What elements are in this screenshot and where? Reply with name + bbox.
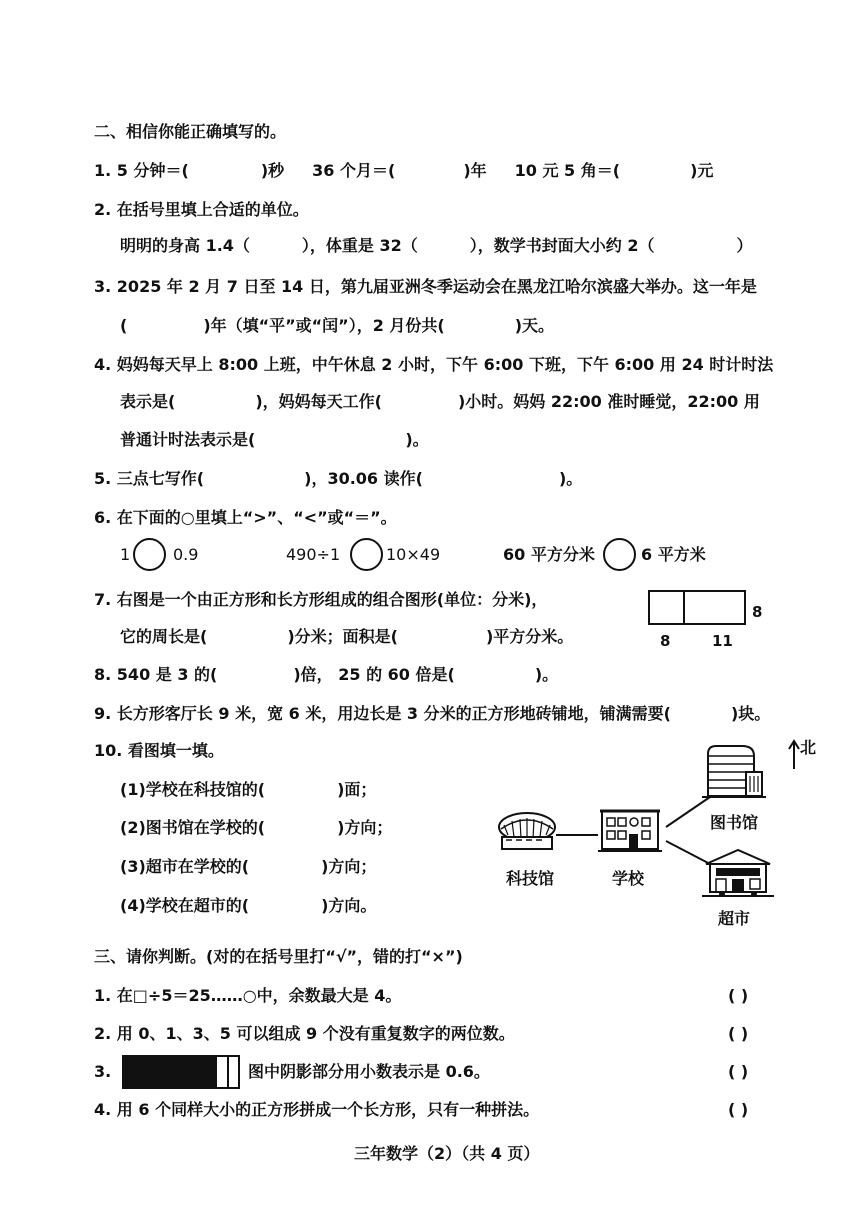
library-label: 图书馆 — [710, 813, 759, 832]
question-8 — [94, 665, 558, 685]
q6-compare-2-left: 490÷1 — [286, 545, 341, 564]
q3-number: 3. — [94, 277, 112, 296]
question-6 — [94, 508, 397, 528]
school-icon — [598, 807, 662, 855]
q4-work: )，妈妈每天工作( — [255, 392, 382, 411]
section-2-title: 二、相信你能正确填写的。 — [94, 122, 287, 141]
q9-number: 9. — [94, 704, 112, 723]
q3-year-type: )年（填“平”或“闰”），2 月份共( — [203, 316, 445, 335]
q1-part-a: 5 分钟＝( — [116, 161, 189, 180]
q6-compare-3-right: 6 平方米 — [641, 545, 706, 564]
q10-item-1-a: (1)学校在科技馆的( — [120, 780, 266, 799]
question-5 — [94, 469, 582, 489]
question-2-line-2 — [120, 236, 753, 256]
q7-area-unit: )平方分米。 — [485, 627, 574, 646]
judge-item-3-answer[interactable]: ( ) — [728, 1062, 749, 1081]
q10-number: 10. — [94, 741, 123, 760]
q4-sleep: )小时。妈妈 22:00 准时睡觉，22:00 用 — [457, 392, 760, 411]
figure-height-label: 8 — [752, 603, 763, 621]
q1-part-f: )元 — [690, 161, 714, 180]
q8-number: 8. — [94, 665, 112, 684]
q2-text: 在括号里填上合适的单位。 — [116, 200, 309, 219]
question-2 — [94, 200, 309, 220]
composite-figure — [648, 590, 748, 626]
q6-text: 在下面的○里填上“>”、“<”或“＝”。 — [116, 508, 397, 527]
judge-item-2-number: 2. — [94, 1024, 112, 1043]
q10-item-1 — [120, 780, 376, 800]
q2-cover: ），数学书封面大小约 2（ — [469, 236, 655, 255]
judge-item-3-text: 图中阴影部分用小数表示是 0.6。 — [248, 1062, 490, 1081]
q10-item-3-a: (3)超市在学校的( — [120, 857, 250, 876]
question-4 — [94, 355, 773, 375]
library-icon — [702, 742, 766, 800]
q1-part-e: 10 元 5 角＝( — [514, 161, 621, 180]
q4-text: 妈妈每天早上 8:00 上班，中午休息 2 小时，下午 6:00 下班，下午 6:00 用 24 时计时法 — [116, 355, 774, 374]
q6-number: 6. — [94, 508, 112, 527]
judge-item-1-answer[interactable]: ( ) — [728, 986, 749, 1005]
q1-part-b: )秒 — [260, 161, 285, 180]
q4-number: 4. — [94, 355, 112, 374]
q10-item-1-b: )面； — [337, 780, 377, 799]
q10-item-2 — [120, 818, 392, 838]
judge-item-1-text: 在□÷5＝25……○中，余数最大是 4。 — [116, 986, 402, 1005]
figure-rect-width-label: 11 — [712, 632, 733, 650]
q3-days: )天。 — [514, 316, 555, 335]
north-label: 北 — [800, 738, 817, 757]
line-school-library — [666, 797, 710, 827]
q5-part-c: )。 — [558, 469, 583, 488]
question-7 — [94, 590, 547, 610]
supermarket-icon — [702, 846, 774, 898]
question-7-line-2 — [120, 627, 573, 647]
q7-area: )分米；面积是( — [287, 627, 398, 646]
q5-part-b: )，30.06 读作( — [304, 469, 423, 488]
judge-item-4-answer[interactable]: ( ) — [728, 1100, 749, 1119]
q1-part-d: )年 — [463, 161, 487, 180]
q1-part-c: 36 个月＝( — [312, 161, 396, 180]
question-4-line-3 — [120, 430, 429, 450]
q2-weight: ），体重是 32（ — [301, 236, 418, 255]
compare-circle-3[interactable] — [603, 538, 636, 571]
tech-museum-label: 科技馆 — [506, 869, 555, 888]
q2-number: 2. — [94, 200, 112, 219]
judge-item-4 — [94, 1100, 539, 1120]
page-footer: 三年数学（2）（共 4 页） — [354, 1144, 540, 1163]
q10-item-2-b: )方向； — [337, 818, 393, 837]
q8-part-c: )。 — [534, 665, 559, 684]
q2-height: 明明的身高 1.4（ — [120, 236, 250, 255]
judge-item-1 — [94, 986, 401, 1006]
q4-end: )。 — [405, 430, 429, 449]
q5-number: 5. — [94, 469, 112, 488]
q10-item-4-a: (4)学校在超市的( — [120, 896, 250, 915]
question-1 — [94, 161, 713, 181]
question-10 — [94, 741, 224, 761]
q4-24h: 表示是( — [120, 392, 176, 411]
q4-normal-time: 普通计时法表示是( — [120, 430, 256, 449]
q10-text: 看图填一填。 — [127, 741, 224, 760]
q6-compare-1-left: 1 — [120, 545, 131, 564]
q3-text: 2025 年 2 月 7 日至 14 日，第九届亚洲冬季运动会在黑龙江哈尔滨盛大举办。这一年是 — [116, 277, 757, 296]
q8-part-b: )倍， 25 的 60 倍是( — [293, 665, 455, 684]
judge-item-4-number: 4. — [94, 1100, 112, 1119]
judge-item-2-answer[interactable]: ( ) — [728, 1024, 749, 1043]
q5-part-a: 三点七写作( — [116, 469, 205, 488]
judge-item-1-number: 1. — [94, 986, 112, 1005]
q10-item-3 — [120, 857, 376, 877]
q10-item-3-b: )方向； — [321, 857, 377, 876]
shaded-bar-figure — [122, 1055, 240, 1089]
judge-item-4-text: 用 6 个同样大小的正方形拼成一个长方形，只有一种拼法。 — [116, 1100, 540, 1119]
q7-number: 7. — [94, 590, 112, 609]
section-3-title: 三、请你判断。(对的在括号里打“√”，错的打“×”) — [94, 947, 463, 966]
q6-compare-1-right: 0.9 — [173, 545, 199, 564]
q9-part-a: 长方形客厅长 9 米，宽 6 米，用边长是 3 分米的正方形地砖铺地，铺满需要( — [116, 704, 671, 723]
question-9 — [94, 704, 770, 724]
judge-item-2-text: 用 0、1、3、5 可以组成 9 个没有重复数字的两位数。 — [116, 1024, 515, 1043]
question-3-line-2 — [120, 316, 554, 336]
school-label: 学校 — [612, 869, 645, 888]
q3-open: ( — [120, 316, 128, 335]
q6-compare-3-left: 60 平方分米 — [503, 545, 595, 564]
tech-museum-icon — [496, 805, 558, 857]
judge-item-2 — [94, 1024, 515, 1044]
q2-close: ） — [736, 236, 753, 255]
q8-part-a: 540 是 3 的( — [116, 665, 218, 684]
supermarket-label: 超市 — [718, 909, 751, 928]
q7-text: 右图是一个由正方形和长方形组成的组合图形(单位：分米)， — [116, 590, 548, 609]
q9-part-b: )块。 — [730, 704, 771, 723]
q1-number: 1. — [94, 161, 112, 180]
q10-item-4 — [120, 896, 376, 916]
judge-item-3-number: 3. — [94, 1062, 112, 1081]
q6-compare-2-right: 10×49 — [386, 545, 441, 564]
compare-circle-2[interactable] — [350, 538, 383, 571]
q10-item-2-a: (2)图书馆在学校的( — [120, 818, 266, 837]
question-4-line-2 — [120, 392, 760, 412]
compare-circle-1[interactable] — [133, 538, 166, 571]
q10-item-4-b: )方向。 — [321, 896, 377, 915]
q7-perimeter: 它的周长是( — [120, 627, 208, 646]
figure-square-width-label: 8 — [660, 632, 671, 650]
question-3 — [94, 277, 757, 297]
